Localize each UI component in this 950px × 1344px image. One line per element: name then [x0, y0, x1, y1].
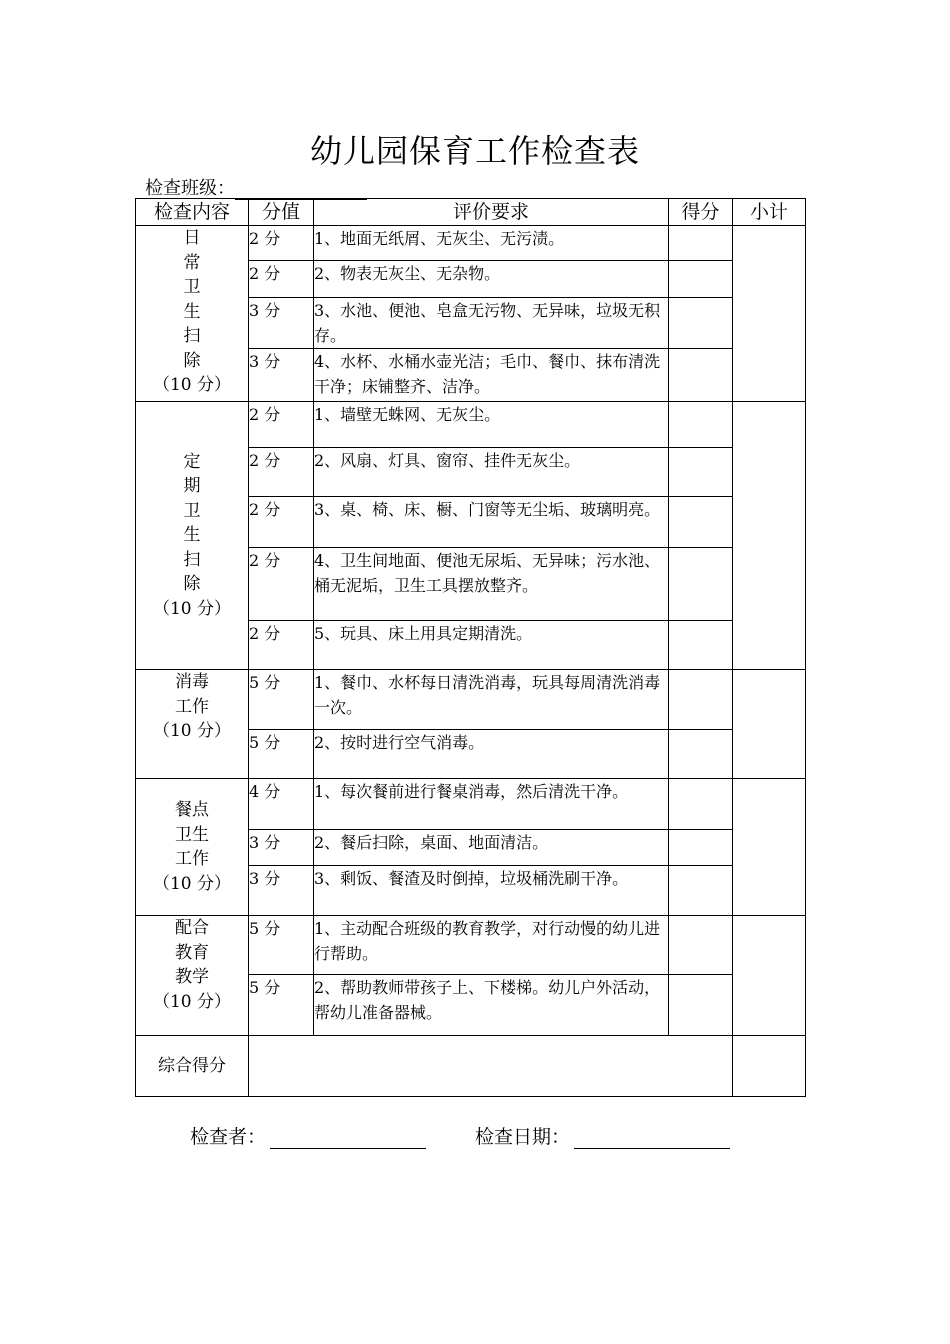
category-daily-cleaning: 日 常 卫 生 扫 除 （10 分） — [136, 226, 249, 402]
inspection-table — [135, 198, 806, 1097]
header-score: 得分 — [669, 199, 733, 226]
score-cell[interactable] — [669, 226, 733, 261]
score-cell[interactable] — [669, 402, 733, 448]
score-cell[interactable] — [669, 975, 733, 1036]
score-cell[interactable] — [669, 261, 733, 298]
points-cell: 3 分 — [249, 349, 314, 402]
score-cell[interactable] — [669, 548, 733, 621]
inspector-input-line[interactable] — [270, 1128, 426, 1149]
date-input-line[interactable] — [574, 1128, 730, 1149]
score-cell[interactable] — [669, 916, 733, 975]
requirement-cell: 3、水池、便池、皂盒无污物、无异味，垃圾无积存。 — [314, 298, 669, 349]
header-requirement: 评价要求 — [314, 199, 669, 226]
subtotal-cell[interactable] — [733, 916, 806, 1036]
table-row — [136, 670, 806, 730]
subtotal-cell[interactable] — [733, 779, 806, 916]
header-row — [136, 199, 806, 226]
points-cell: 2 分 — [249, 548, 314, 621]
points-cell: 5 分 — [249, 670, 314, 730]
category-teaching-support: 配合 教育 教学 （10 分） — [136, 916, 249, 1036]
requirement-cell: 1、餐巾、水杯每日清洗消毒，玩具每周清洗消毒一次。 — [314, 670, 669, 730]
requirement-cell: 1、墙壁无蛛网、无灰尘。 — [314, 402, 669, 448]
requirement-cell: 4、水杯、水桶水壶光洁；毛巾、餐巾、抹布清洗干净；床铺整齐、洁净。 — [314, 349, 669, 402]
subtotal-cell[interactable] — [733, 402, 806, 670]
points-cell: 2 分 — [249, 261, 314, 298]
table-row — [136, 402, 806, 448]
score-cell[interactable] — [669, 866, 733, 916]
class-field — [145, 174, 367, 200]
score-cell[interactable] — [669, 349, 733, 402]
requirement-cell: 4、卫生间地面、便池无尿垢、无异味；污水池、桶无泥垢，卫生工具摆放整齐。 — [314, 548, 669, 621]
requirement-cell: 2、按时进行空气消毒。 — [314, 730, 669, 779]
total-row — [136, 1036, 806, 1097]
score-cell[interactable] — [669, 448, 733, 497]
requirement-cell: 3、剩饭、餐渣及时倒掉，垃圾桶洗刷干净。 — [314, 866, 669, 916]
category-meal-hygiene: 餐点 卫生 工作 （10 分） — [136, 779, 249, 916]
score-cell[interactable] — [669, 670, 733, 730]
date-field — [475, 1122, 730, 1149]
class-label: 检查班级： — [145, 178, 235, 199]
requirement-cell: 2、餐后扫除，桌面、地面清洁。 — [314, 830, 669, 866]
subtotal-cell[interactable] — [733, 670, 806, 779]
requirement-cell: 3、桌、椅、床、橱、门窗等无尘垢、玻璃明亮。 — [314, 497, 669, 548]
points-cell: 3 分 — [249, 830, 314, 866]
requirement-cell: 1、主动配合班级的教育教学，对行动慢的幼儿进行帮助。 — [314, 916, 669, 975]
inspector-field — [190, 1122, 426, 1149]
requirement-cell: 1、地面无纸屑、无灰尘、无污渍。 — [314, 226, 669, 261]
header-content: 检查内容 — [136, 199, 249, 226]
points-cell: 3 分 — [249, 866, 314, 916]
total-score-cell[interactable] — [249, 1036, 733, 1097]
points-cell: 5 分 — [249, 730, 314, 779]
score-cell[interactable] — [669, 779, 733, 830]
points-cell: 2 分 — [249, 621, 314, 670]
points-cell: 5 分 — [249, 975, 314, 1036]
total-label: 综合得分 — [136, 1036, 249, 1097]
table-row — [136, 226, 806, 261]
points-cell: 5 分 — [249, 916, 314, 975]
requirement-cell: 2、风扇、灯具、窗帘、挂件无灰尘。 — [314, 448, 669, 497]
score-cell[interactable] — [669, 497, 733, 548]
requirement-cell: 2、帮助教师带孩子上、下楼梯。幼儿户外活动，帮幼儿准备器械。 — [314, 975, 669, 1036]
subtotal-cell[interactable] — [733, 226, 806, 402]
score-cell[interactable] — [669, 621, 733, 670]
requirement-cell: 5、玩具、床上用具定期清洗。 — [314, 621, 669, 670]
inspector-label: 检查者： — [190, 1126, 267, 1148]
points-cell: 2 分 — [249, 448, 314, 497]
points-cell: 4 分 — [249, 779, 314, 830]
score-cell[interactable] — [669, 298, 733, 349]
table-row — [136, 779, 806, 830]
requirement-cell: 2、物表无灰尘、无杂物。 — [314, 261, 669, 298]
header-subtotal: 小计 — [733, 199, 806, 226]
requirement-cell: 1、每次餐前进行餐桌消毒，然后清洗干净。 — [314, 779, 669, 830]
total-subtotal-cell[interactable] — [733, 1036, 806, 1097]
points-cell: 2 分 — [249, 402, 314, 448]
score-cell[interactable] — [669, 830, 733, 866]
score-cell[interactable] — [669, 730, 733, 779]
points-cell: 2 分 — [249, 497, 314, 548]
header-points: 分值 — [249, 199, 314, 226]
table-row — [136, 916, 806, 975]
page-title: 幼儿园保育工作检查表 — [309, 132, 640, 170]
date-label: 检查日期： — [475, 1126, 571, 1148]
points-cell: 2 分 — [249, 226, 314, 261]
category-disinfection: 消毒 工作 （10 分） — [136, 670, 249, 779]
points-cell: 3 分 — [249, 298, 314, 349]
category-periodic-cleaning: 定 期 卫 生 扫 除 （10 分） — [136, 402, 249, 670]
